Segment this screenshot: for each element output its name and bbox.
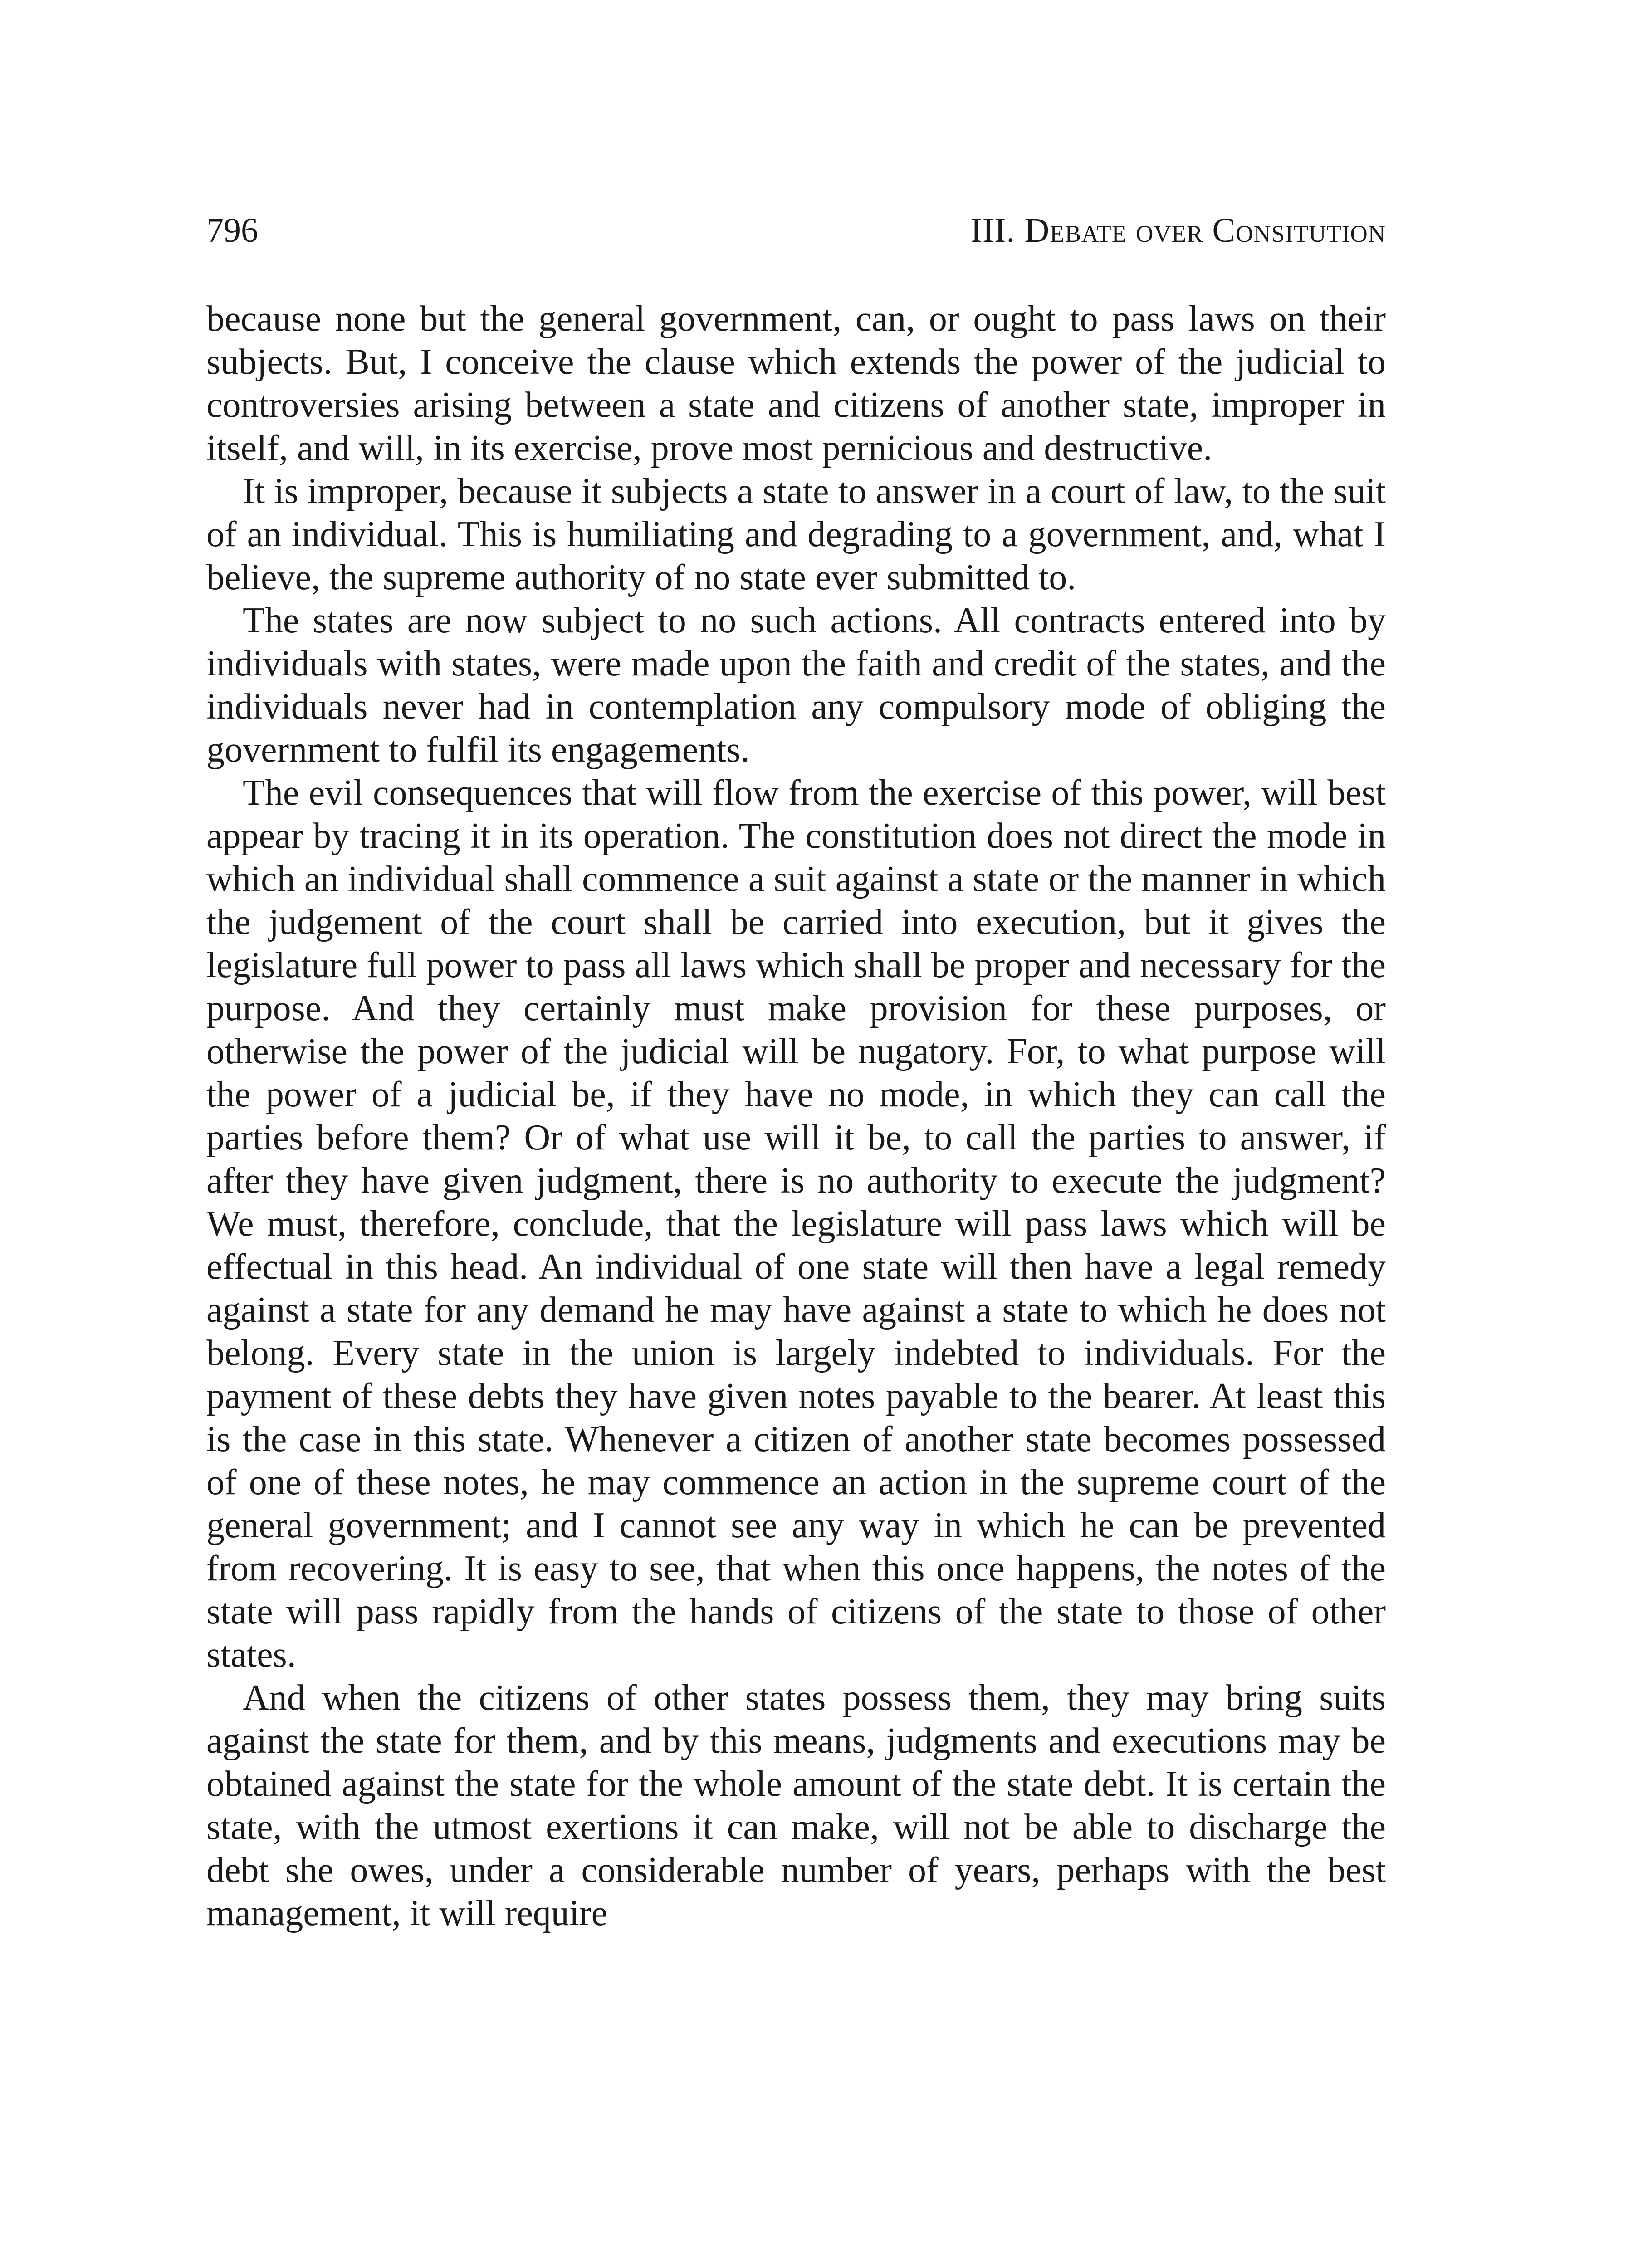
section-title: III. Debate over Consitution — [970, 211, 1386, 249]
paragraph: And when the citizens of other states possess them, they may bring suits against the state for them, and by this means, judgments and executions may be obtained against the state for the whole amount of the state debt. It is certain the state, with the utmost exertions it can make, will not be able to discharge the debt she owes, under a considerable number of years, perhaps with the best management, it will require — [206, 1678, 1386, 1933]
paragraph: The evil consequences that will flow from the exercise of this power, will best appear by tracing it in its operation. The constitution does not direct the mode in which an individual shall commence a suit against a state or the manner in which the judgement of the court shall be carried into execution, but it gives the legislature full power to pass all laws which shall be proper and necessary for the purpose. And they certainly must make provision for these purposes, or otherwise the power of the judicial will be nugatory. For, to what purpose will the power of a judicial be, if they have no mode, in which they can call the parties before them? Or of what use will it be, to call the parties to answer, if after they have given judgment, there is no authority to execute the judgment? We must, therefore, conclude, that the legislature will pass laws which will be effectual in this head. An individual of one state will then have a legal remedy against a state for any demand he may have against a state to which he does not belong. Every state in the union is largely indebted to individuals. For the payment of these debts they have given notes payable to the bearer. At least this is the case in this state. Whenever a citizen of another state becomes possessed of one of these notes, he may commence an action in the supreme court of the general government; and I cannot see any way in which he can be prevented from recovering. It is easy to see, that when this once happens, the notes of the state will pass rapidly from the hands of citizens of the state to those of other states. — [206, 773, 1386, 1675]
paragraph: It is improper, because it subjects a state to answer in a court of law, to the suit of an individual. This is humiliating and degrading to a government, and, what I believe, the supreme authority of no state ever submitted to. — [206, 471, 1386, 597]
body-text — [206, 298, 1386, 1935]
running-head — [206, 213, 1386, 248]
page-number: 796 — [206, 211, 258, 249]
paragraph: because none but the general government, can, or ought to pass laws on their subjects. But, I conceive the clause which extends the power of the judicial to controversies arising between a state and citizens of another state, improper in itself, and will, in its exercise, prove most pernicious and destructive. — [206, 299, 1386, 468]
paragraph: The states are now subject to no such actions. All contracts entered into by individuals with states, were made upon the faith and credit of the states, and the individuals never had in contemplation any compulsory mode of obliging the government to fulfil its engagements. — [206, 601, 1386, 770]
book-page — [206, 213, 1386, 1935]
